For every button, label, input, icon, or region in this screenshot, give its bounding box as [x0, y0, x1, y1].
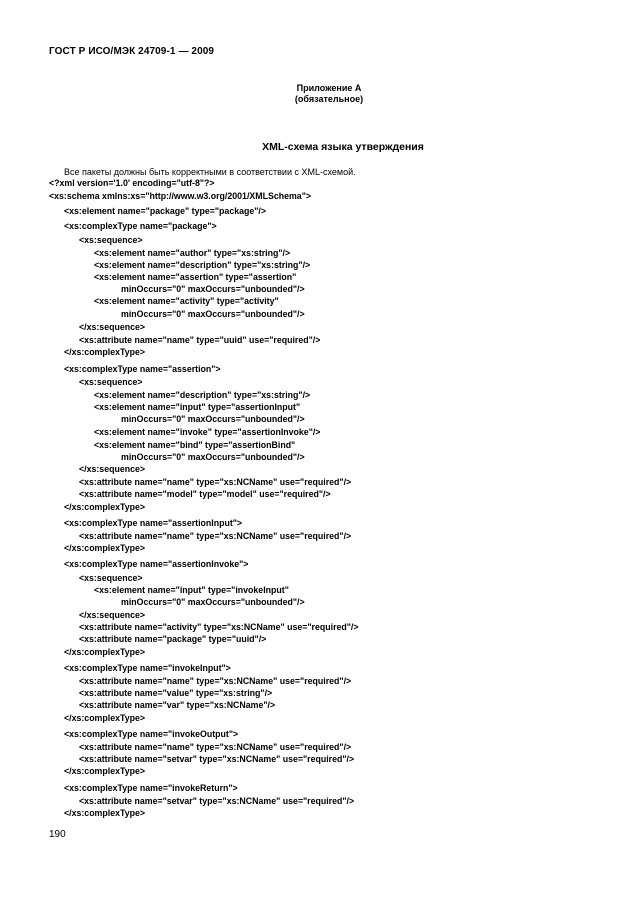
document-header: ГОСТ Р ИСО/МЭК 24709-1 — 2009	[49, 46, 215, 57]
code-line: </xs:sequence>	[79, 464, 146, 474]
code-line: <xs:attribute name="model" type="model" use="required"/>	[79, 489, 331, 499]
code-line: <xs:sequence>	[79, 377, 143, 387]
code-line: minOccurs="0" maxOccurs="unbounded"/>	[121, 414, 305, 424]
code-line: <xs:element name="assertion" type="assertion"	[94, 272, 297, 282]
code-line: <xs:attribute name="package" type="uuid"/>	[79, 634, 267, 644]
code-line: </xs:complexType>	[64, 713, 146, 723]
code-line: <xs:attribute name="name" type="xs:NCName" use="required"/>	[79, 742, 352, 752]
code-line: <xs:element name="input" type="assertionInput"	[94, 402, 301, 412]
code-line: <?xml version='1.0' encoding="utf-8"?>	[49, 178, 215, 188]
code-line: </xs:sequence>	[79, 610, 146, 620]
code-line: <xs:attribute name="var" type="xs:NCName"/>	[79, 700, 276, 710]
code-line: <xs:complexType name="package">	[64, 221, 217, 231]
code-line: minOccurs="0" maxOccurs="unbounded"/>	[121, 284, 305, 294]
intro-paragraph: Все пакеты должны быть корректными в соответствии с XML-схемой.	[64, 167, 356, 177]
code-line: <xs:schema xmlns:xs="http://www.w3.org/2001/XMLSchema">	[49, 191, 311, 201]
code-line: <xs:complexType name="invokeReturn">	[64, 783, 238, 793]
code-line: </xs:complexType>	[64, 647, 146, 657]
code-line: <xs:attribute name="name" type="xs:NCName" use="required"/>	[79, 531, 352, 541]
code-line: <xs:element name="description" type="xs:string"/>	[94, 260, 311, 270]
appendix-title: Приложение А	[296, 83, 362, 93]
code-line: <xs:attribute name="setvar" type="xs:NCName" use="required"/>	[79, 796, 355, 806]
code-line: minOccurs="0" maxOccurs="unbounded"/>	[121, 309, 305, 319]
code-line: <xs:element name="description" type="xs:string"/>	[94, 390, 311, 400]
code-line: minOccurs="0" maxOccurs="unbounded"/>	[121, 597, 305, 607]
code-line: </xs:complexType>	[64, 347, 146, 357]
code-line: <xs:element name="activity" type="activity"	[94, 296, 279, 306]
section-title: XML-схема языка утверждения	[262, 141, 424, 153]
code-line: <xs:sequence>	[79, 573, 143, 583]
code-line: <xs:complexType name="assertionInput">	[64, 518, 243, 528]
appendix-status: (обязательное)	[294, 94, 364, 104]
code-line: <xs:element name="author" type="xs:string"/>	[94, 248, 291, 258]
code-line: <xs:attribute name="activity" type="xs:NCName" use="required"/>	[79, 622, 359, 632]
code-line: <xs:complexType name="invokeInput">	[64, 663, 231, 673]
code-line: <xs:element name="invoke" type="assertionInvoke"/>	[94, 427, 321, 437]
code-line: <xs:attribute name="value" type="xs:string"/>	[79, 688, 273, 698]
code-line: </xs:complexType>	[64, 766, 146, 776]
code-line: <xs:attribute name="name" type="xs:NCName" use="required"/>	[79, 477, 352, 487]
code-line: </xs:complexType>	[64, 808, 146, 818]
code-line: <xs:element name="package" type="package"/>	[64, 206, 267, 216]
code-line: </xs:sequence>	[79, 322, 146, 332]
code-line: <xs:element name="input" type="invokeInput"	[94, 585, 289, 595]
code-line: minOccurs="0" maxOccurs="unbounded"/>	[121, 452, 305, 462]
code-line: <xs:attribute name="name" type="uuid" use="required"/>	[79, 335, 321, 345]
code-line: <xs:element name="bind" type="assertionBind"	[94, 440, 296, 450]
code-line: <xs:complexType name="assertionInvoke">	[64, 559, 249, 569]
code-line: </xs:complexType>	[64, 502, 146, 512]
code-line: <xs:attribute name="setvar" type="xs:NCName" use="required"/>	[79, 754, 355, 764]
code-line: <xs:attribute name="name" type="xs:NCName" use="required"/>	[79, 676, 352, 686]
page-number: 190	[49, 829, 66, 840]
code-line: <xs:complexType name="invokeOutput">	[64, 729, 239, 739]
code-line: <xs:sequence>	[79, 235, 143, 245]
code-line: </xs:complexType>	[64, 543, 146, 553]
code-line: <xs:complexType name="assertion">	[64, 364, 221, 374]
